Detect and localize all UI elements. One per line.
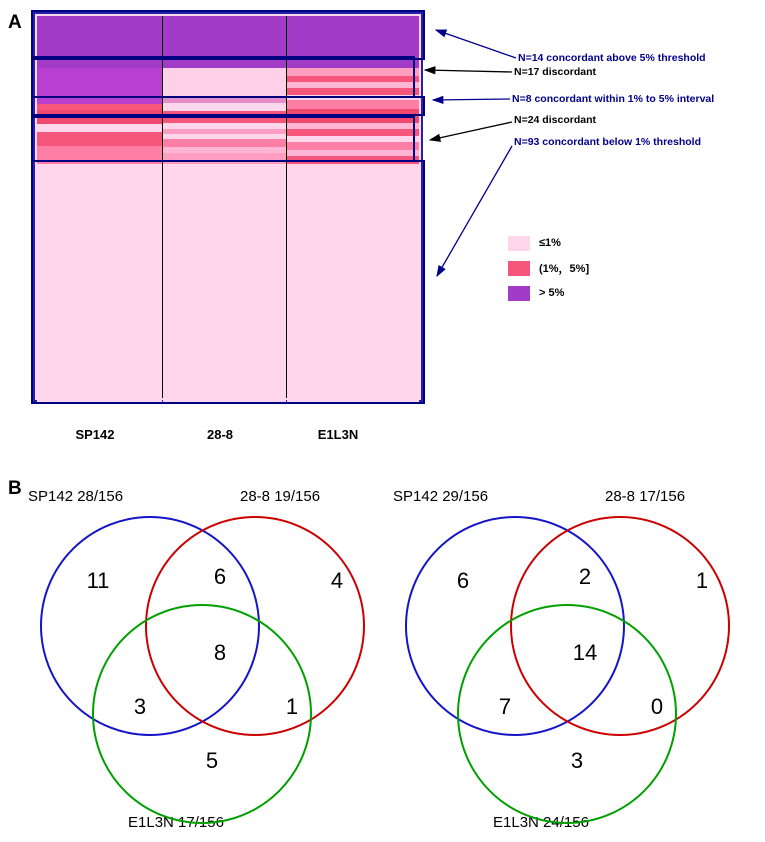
venn-left-title-blue: SP142 28/156 [28, 488, 124, 505]
column-label-28-8: 28-8 [206, 427, 234, 442]
venn-right-all-three: 14 [572, 640, 598, 665]
venn-diagram-right [385, 486, 745, 836]
heatmap-legend [508, 232, 589, 307]
venn-right-blue-green: 7 [498, 694, 512, 719]
venn-left-green-only: 5 [205, 748, 219, 773]
venn-right-red-only: 1 [695, 568, 709, 593]
column-label-sp142: SP142 [75, 427, 115, 442]
legend-label-mid: (1%，5%] [539, 263, 590, 275]
annotation-n14: N=14 concordant above 5% threshold [518, 52, 706, 64]
legend-item-mid [508, 257, 589, 279]
venn-left-all-three: 8 [213, 640, 227, 665]
annotation-n17: N=17 discordant [514, 66, 596, 78]
venn-left-title-green: E1L3N 17/156 [128, 814, 224, 831]
legend-item-high [508, 282, 589, 304]
annotation-n8: N=8 concordant within 1% to 5% interval [512, 93, 715, 105]
column-label-e1l3n: E1L3N [317, 427, 359, 442]
annotation-n24: N=24 discordant [514, 114, 596, 126]
legend-swatch-low [508, 236, 530, 251]
venn-left-blue-green: 3 [133, 694, 147, 719]
venn-diagram-left [20, 486, 380, 836]
venn-left-red-green: 1 [285, 694, 299, 719]
venn-right-blue-only: 6 [456, 568, 470, 593]
venn-left-red-only: 4 [330, 568, 344, 593]
venn-left-blue-only: 11 [86, 568, 110, 593]
venn-right-green-only: 3 [570, 748, 584, 773]
legend-label-high: > 5% [539, 287, 565, 299]
venn-left-blue-red: 6 [213, 564, 227, 589]
venn-right-title-red: 28-8 17/156 [605, 488, 686, 505]
legend-label-low: ≤1% [539, 237, 561, 249]
panel-a-letter: A [8, 12, 22, 33]
legend-item-low [508, 232, 589, 254]
venn-right-blue-red: 2 [578, 564, 592, 589]
venn-right-title-blue: SP142 29/156 [393, 488, 489, 505]
panel-b-letter: B [8, 478, 22, 499]
venn-right-red-green: 0 [650, 694, 664, 719]
group-outline-1to5pct [31, 96, 425, 116]
group-outline-discordant-17 [31, 56, 415, 98]
group-outline-below-1pct [31, 160, 425, 404]
annotation-n93: N=93 concordant below 1% threshold [514, 136, 701, 148]
group-outline-above-5pct [31, 10, 425, 60]
venn-left-title-red: 28-8 19/156 [240, 488, 321, 505]
legend-swatch-mid [508, 261, 530, 276]
legend-swatch-high [508, 286, 530, 301]
group-outline-discordant-24 [31, 116, 415, 162]
venn-right-title-green: E1L3N 24/156 [493, 814, 589, 831]
